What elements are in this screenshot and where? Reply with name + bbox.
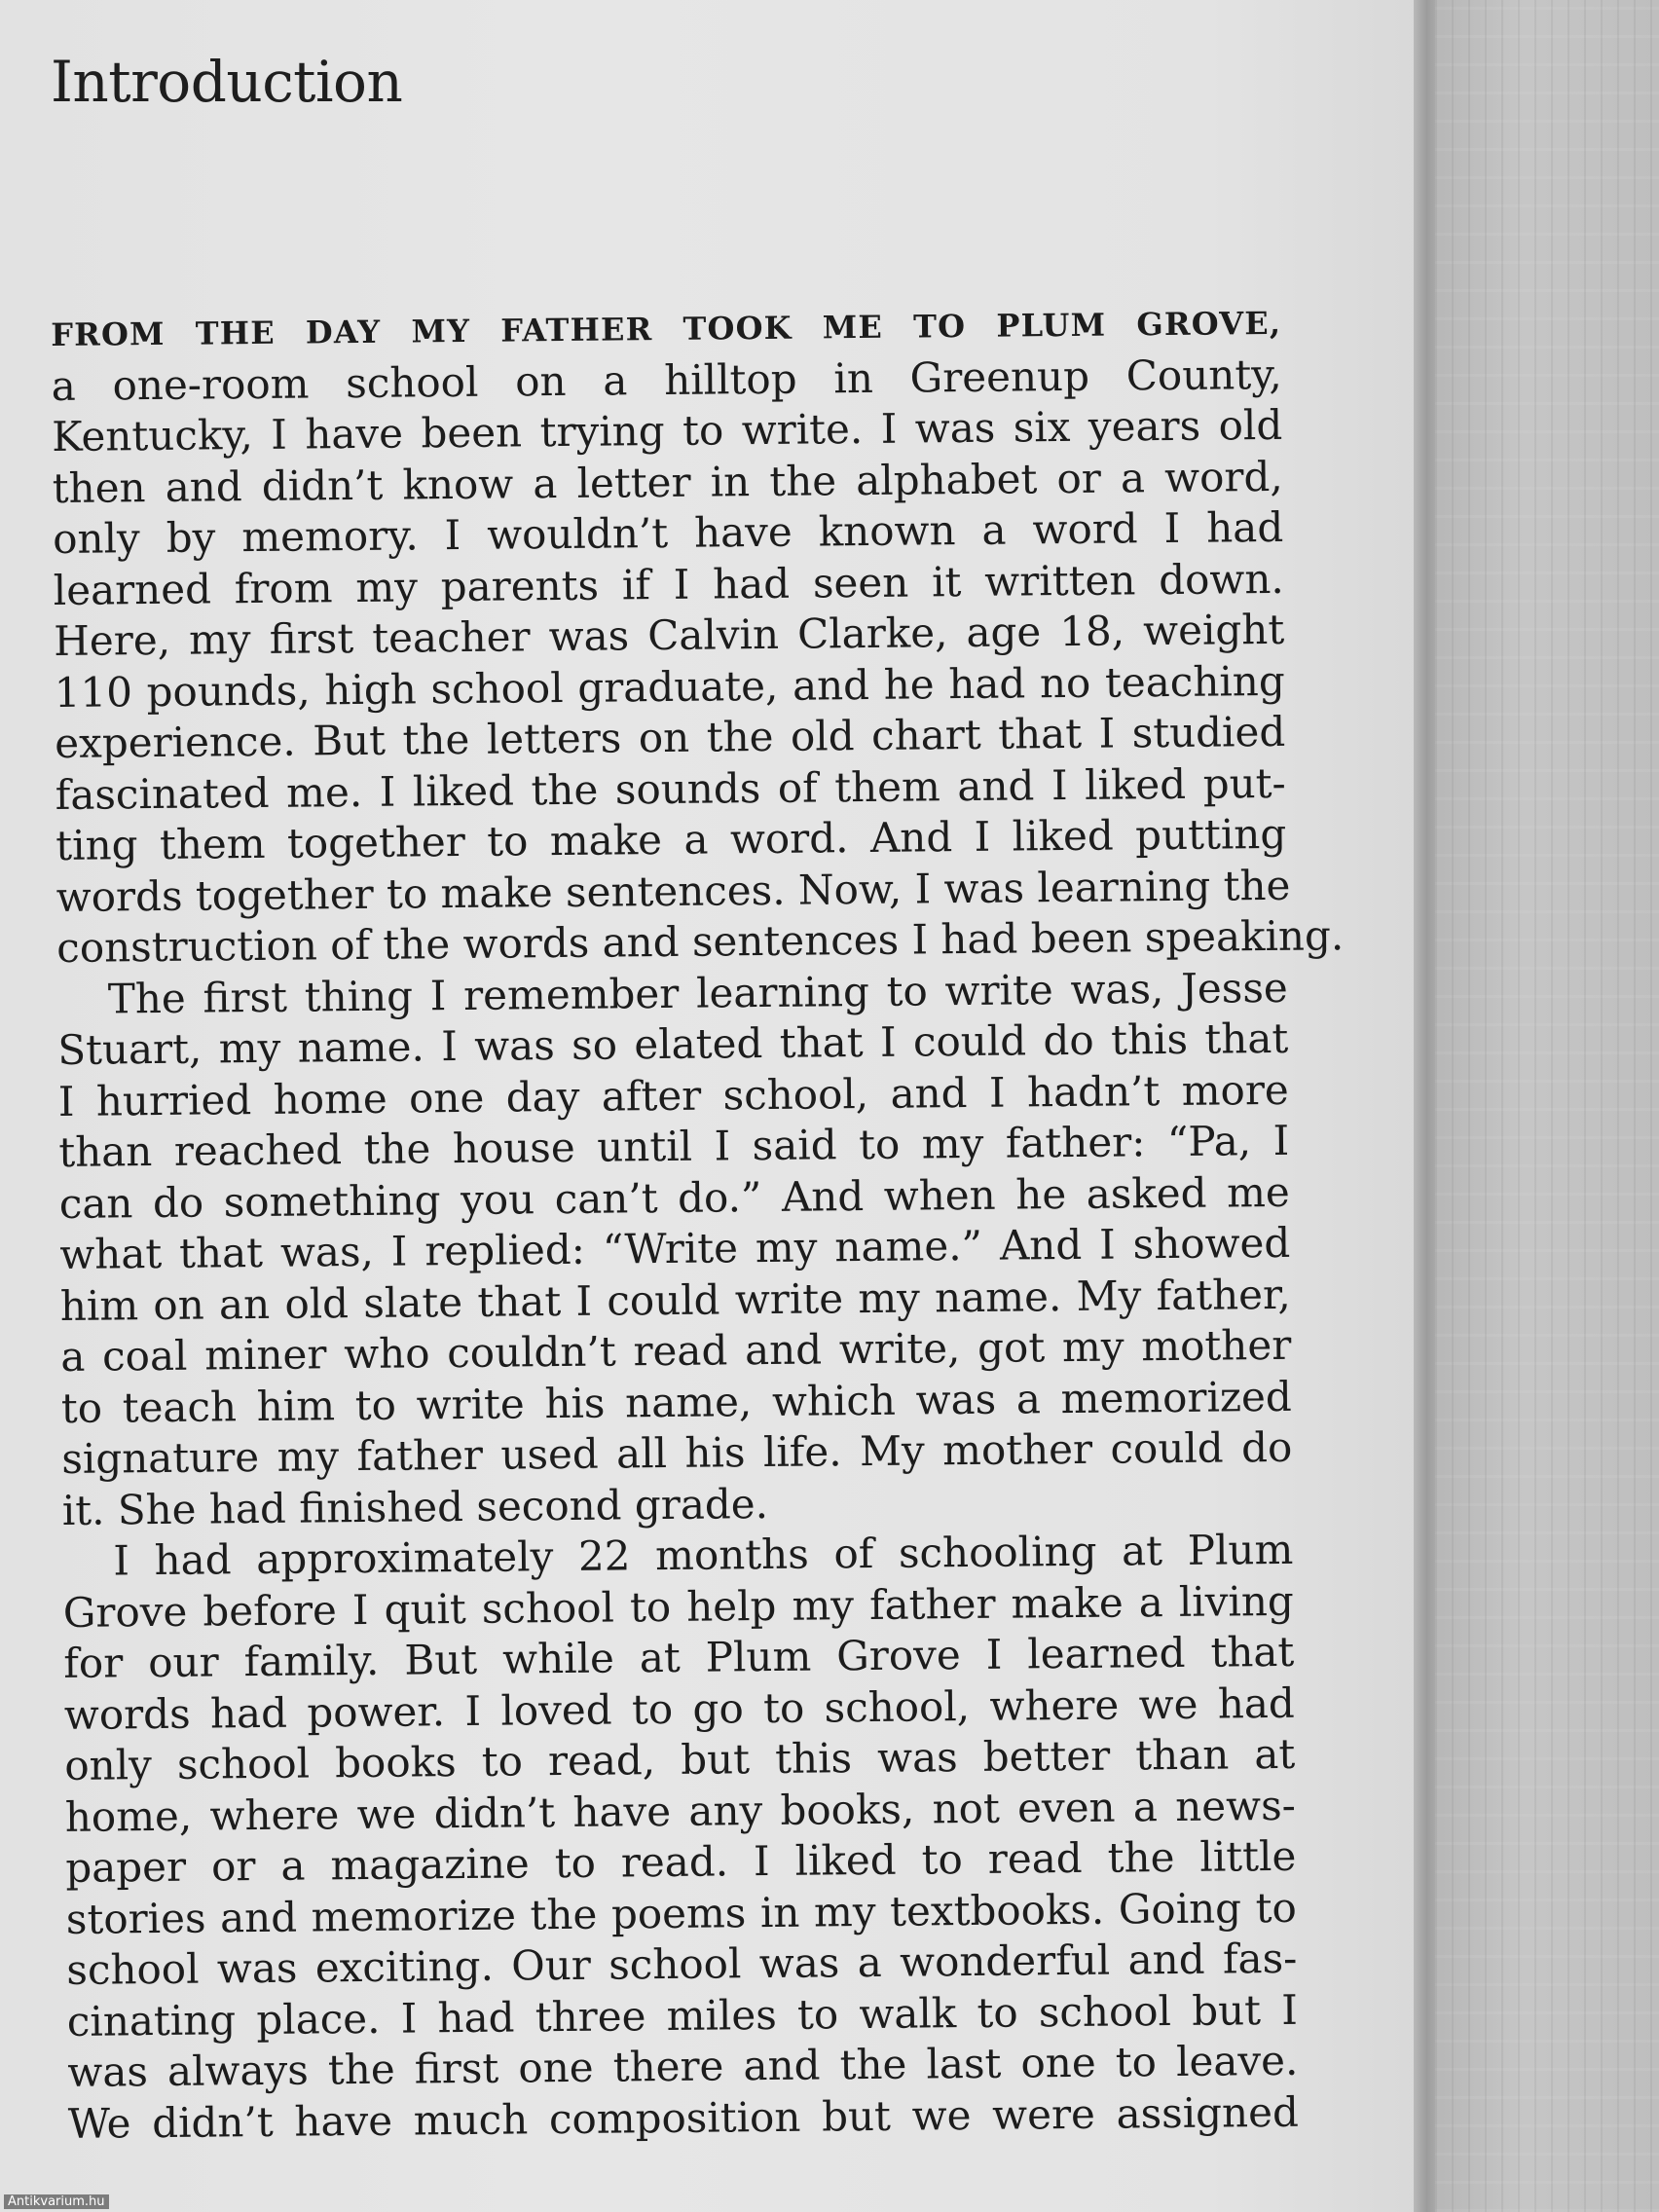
text-line: a coal miner who couldn’t read and write, got my mother (60, 1320, 1292, 1381)
body-text (51, 298, 1345, 2150)
text-line: for our family. But while at Plum Grove I learned that (63, 1627, 1295, 1687)
text-line: Stuart, my name. I was so elated that I could do this that (57, 1014, 1289, 1074)
text-line: then and didn’t know a letter in the alphabet or a word, (52, 452, 1283, 512)
text-line: Grove before I quit school to help my father make a living (62, 1576, 1295, 1637)
text-line: construction of the words and sentences I had been speaking. (56, 911, 1345, 972)
text-line: him on an old slate that I could write my name. My father, (59, 1270, 1291, 1330)
chapter-heading: Introduction (51, 49, 403, 115)
text-line: can do something you can’t do.” And when he asked me (58, 1167, 1290, 1228)
text-line: stories and memorize the poems in my textbooks. Going to (65, 1883, 1298, 1943)
text-line: FROM THE DAY MY FATHER TOOK ME TO PLUM GROVE, (51, 304, 1282, 353)
text-line: school was exciting. Our school was a wonderful and fas- (66, 1934, 1298, 1994)
text-line: paper or a magazine to read. I liked to read the little (65, 1831, 1297, 1892)
background-surface (1435, 0, 1659, 2212)
text-line: home, where we didn’t have any books, not even a news- (64, 1781, 1297, 1841)
text-line: I hurried home one day after school, and I hadn’t more (57, 1065, 1289, 1125)
text-line: what that was, I replied: “Write my name.” And I showed (59, 1218, 1291, 1278)
text-line: it. She had finished second grade. (61, 1479, 769, 1534)
text-line: a one-room school on a hilltop in Greenup County, (51, 350, 1282, 410)
text-line: words together to make sentences. Now, I was learning the (55, 861, 1291, 921)
page-edge-shadow (1414, 0, 1435, 2212)
text-line: ting them together to make a word. And I liked putting (55, 809, 1287, 869)
text-line: to teach him to write his name, which was a memorized (60, 1372, 1293, 1432)
text-line: only by memory. I wouldn’t have known a word I had (53, 502, 1284, 563)
text-line: Here, my first teacher was Calvin Clarke, age 18, weight (54, 605, 1285, 665)
text-line: than reached the house until I said to my father: “Pa, I (58, 1116, 1290, 1176)
text-line: experience. But the letters on the old chart that I studied (55, 707, 1286, 767)
text-line: fascinated me. I liked the sounds of them and I liked put- (55, 758, 1286, 819)
text-line: only school books to read, but this was better than at (64, 1729, 1296, 1789)
text-line: Kentucky, I have been trying to write. I was six years old (52, 400, 1283, 461)
text-line: We didn’t have much composition but we were assigned (67, 2087, 1300, 2148)
text-line: cinating place. I had three miles to walk to school but I (66, 1985, 1299, 2046)
text-line: The first thing I remember learning to write was, Jesse (107, 963, 1288, 1022)
text-line: signature my father used all his life. My mother could do (61, 1422, 1293, 1483)
text-line: words had power. I loved to go to school, where we had (63, 1678, 1296, 1739)
watermark-label: Antikvarium.hu (4, 2194, 109, 2209)
text-line: was always the first one there and the last one to leave. (67, 2036, 1299, 2096)
text-line: I had approximately 22 months of schooling at Plum (113, 1525, 1294, 1585)
text-line: learned from my parents if I had seen it written down. (53, 554, 1284, 614)
text-line: 110 pounds, high school graduate, and he had no teaching (54, 656, 1285, 717)
